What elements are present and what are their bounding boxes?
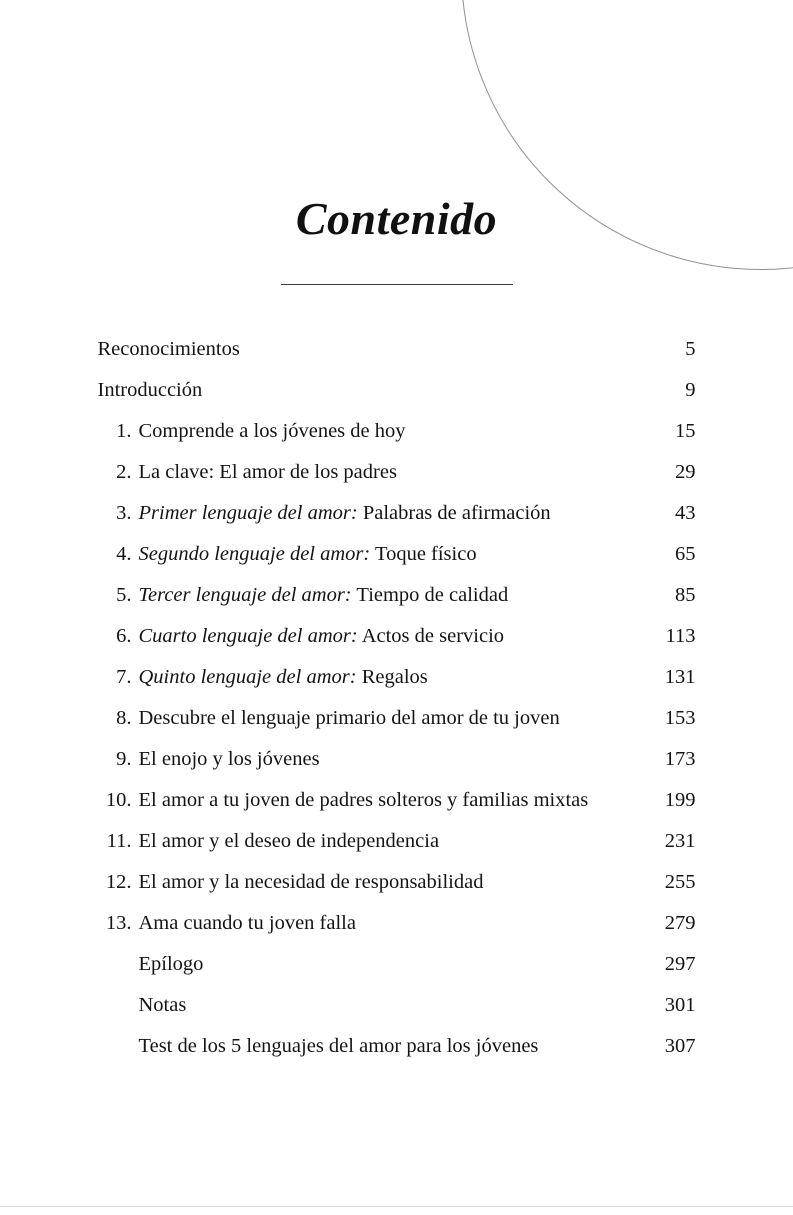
toc-entry[interactable] bbox=[98, 544, 696, 566]
toc-entry-label bbox=[139, 503, 646, 525]
toc-entry-label-plain: Toque físico bbox=[370, 543, 477, 566]
toc-entry-number: 11. bbox=[106, 830, 132, 853]
toc-entry-label-italic: Cuarto lenguaje del amor: bbox=[138, 625, 358, 648]
toc-entry[interactable] bbox=[98, 1036, 696, 1058]
toc-entry[interactable] bbox=[98, 421, 696, 443]
toc-entry-page-number: 153 bbox=[664, 707, 696, 730]
toc-entry-label: La clave: El amor de los padres bbox=[138, 461, 397, 484]
toc-entry-label: El amor a tu joven de padres solteros y familias mixtas bbox=[138, 789, 589, 812]
toc-entry-page-number: 231 bbox=[664, 830, 696, 853]
toc-entry-label bbox=[139, 626, 646, 648]
page-title: Contenido bbox=[295, 193, 498, 244]
toc-entry-page-number: 297 bbox=[664, 953, 696, 976]
toc-entry-number: 5. bbox=[116, 584, 132, 607]
toc-entry-number: 13. bbox=[105, 912, 132, 935]
toc-entry-page-number: 113 bbox=[665, 625, 696, 648]
toc-entry[interactable] bbox=[98, 954, 696, 976]
toc-entry-page-number: 9 bbox=[685, 379, 696, 402]
toc-entry[interactable] bbox=[98, 708, 696, 730]
toc-entry-label: El amor y la necesidad de responsabilidad bbox=[138, 871, 484, 894]
toc-entry-label-italic: Tercer lenguaje del amor: bbox=[138, 584, 352, 607]
toc-entry-page-number: 5 bbox=[685, 338, 696, 360]
toc-entry-number: 4. bbox=[116, 543, 132, 566]
toc-entry-page-number: 301 bbox=[664, 994, 696, 1017]
toc-entry[interactable] bbox=[98, 995, 696, 1017]
toc-entry-page-number: 199 bbox=[664, 789, 696, 812]
toc-entry-label bbox=[139, 585, 646, 607]
toc-entry-page-number: 255 bbox=[664, 871, 696, 894]
toc-entry[interactable] bbox=[98, 749, 696, 771]
toc-entry-page-number: 29 bbox=[675, 461, 696, 484]
toc-entry[interactable] bbox=[98, 872, 696, 894]
toc-entry-number: 2. bbox=[116, 461, 132, 484]
toc-entry-page-number: 85 bbox=[675, 584, 696, 607]
toc-entry-label-plain: Regalos bbox=[356, 666, 428, 689]
toc-entry-number: 10. bbox=[105, 789, 132, 812]
toc-entry-label-plain: Palabras de afirmación bbox=[357, 502, 551, 525]
table-of-contents bbox=[98, 339, 696, 1058]
toc-entry[interactable] bbox=[98, 790, 696, 812]
title-block bbox=[0, 0, 793, 285]
toc-entry-page-number: 43 bbox=[675, 502, 696, 525]
toc-entry[interactable] bbox=[98, 380, 696, 402]
toc-entry[interactable] bbox=[98, 913, 696, 935]
toc-entry-number: 8. bbox=[116, 707, 132, 730]
toc-entry[interactable] bbox=[98, 667, 696, 689]
toc-entry-number: 9. bbox=[116, 748, 132, 771]
toc-entry-page-number: 65 bbox=[675, 543, 696, 566]
toc-entry-label: Introducción bbox=[97, 379, 203, 402]
toc-entry[interactable] bbox=[98, 585, 696, 607]
toc-entry-label: Notas bbox=[138, 994, 187, 1017]
toc-entry-page-number: 131 bbox=[664, 666, 696, 689]
toc-entry-label: Comprende a los jóvenes de hoy bbox=[138, 420, 406, 443]
toc-entry-label: Reconocimientos bbox=[97, 338, 240, 360]
toc-entry-label: El enojo y los jóvenes bbox=[138, 748, 320, 771]
toc-entry-label: Descubre el lenguaje primario del amor de tu joven bbox=[138, 707, 560, 730]
toc-entry[interactable] bbox=[98, 626, 696, 648]
toc-entry-label bbox=[139, 667, 646, 689]
toc-entry-number: 3. bbox=[116, 502, 132, 525]
page-bottom-edge bbox=[0, 1206, 793, 1215]
toc-entry-label-plain: Actos de servicio bbox=[357, 625, 505, 648]
toc-entry-number: 12. bbox=[105, 871, 132, 894]
toc-entry[interactable] bbox=[98, 339, 696, 361]
toc-entry-number: 1. bbox=[116, 420, 132, 443]
toc-entry-label: Ama cuando tu joven falla bbox=[138, 912, 356, 935]
toc-entry-label bbox=[139, 544, 646, 566]
toc-entry-number: 6. bbox=[116, 625, 132, 648]
toc-entry-number: 7. bbox=[116, 666, 132, 689]
toc-entry[interactable] bbox=[98, 503, 696, 525]
toc-entry-page-number: 15 bbox=[675, 420, 696, 443]
toc-entry-page-number: 307 bbox=[664, 1035, 696, 1058]
toc-entry[interactable] bbox=[98, 462, 696, 484]
toc-entry-label-italic: Segundo lenguaje del amor: bbox=[138, 543, 371, 566]
toc-entry-label: Epílogo bbox=[138, 953, 204, 976]
toc-entry-label: El amor y el deseo de independencia bbox=[138, 830, 440, 853]
toc-entry-label-plain: Tiempo de calidad bbox=[351, 584, 509, 607]
toc-entry-label-italic: Primer lenguaje del amor: bbox=[138, 502, 358, 525]
title-divider bbox=[281, 284, 513, 285]
toc-entry[interactable] bbox=[98, 831, 696, 853]
toc-entry-label-italic: Quinto lenguaje del amor: bbox=[138, 666, 357, 689]
toc-entry-label: Test de los 5 lenguajes del amor para los jóvenes bbox=[138, 1035, 539, 1058]
toc-entry-page-number: 173 bbox=[664, 748, 696, 771]
toc-entry-page-number: 279 bbox=[664, 912, 696, 935]
